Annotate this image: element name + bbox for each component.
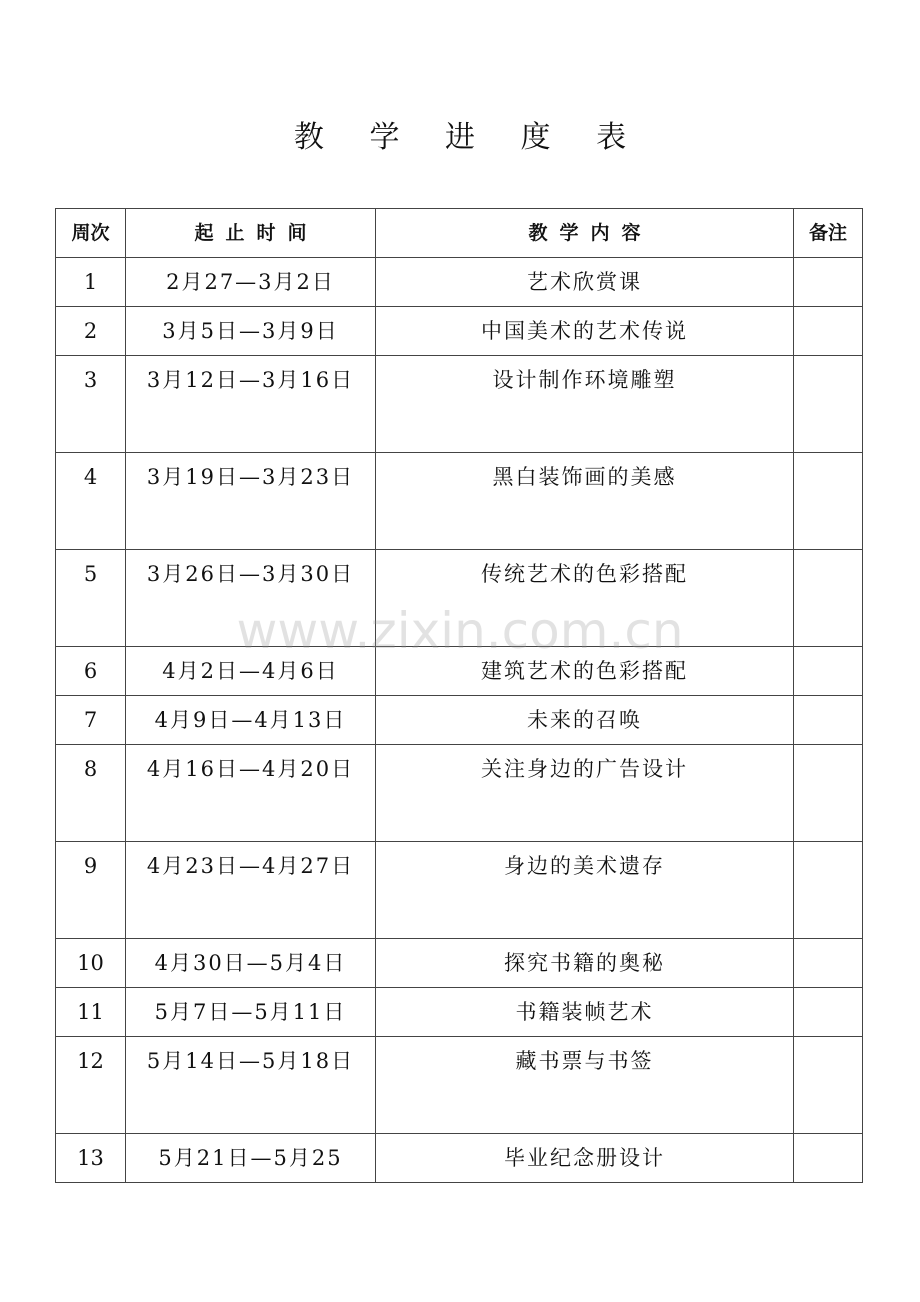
notes-cell <box>794 988 863 1037</box>
content-text: 身边的美术遗存 <box>504 854 665 878</box>
content-text: 书籍装帧艺术 <box>515 1000 654 1024</box>
dates-cell <box>126 939 376 988</box>
header-week: 周次 <box>56 209 126 258</box>
week-cell: 7 <box>56 696 126 745</box>
header-row <box>56 209 863 258</box>
week-cell: 9 <box>56 842 126 939</box>
dates-text: 4月16日—4月20日 <box>146 757 355 781</box>
dates-text: 5月7日—5月11日 <box>154 1000 347 1024</box>
content-text: 设计制作环境雕塑 <box>492 368 677 392</box>
notes-cell <box>794 550 863 647</box>
content-text: 未来的召唤 <box>527 708 642 732</box>
notes-cell <box>794 745 863 842</box>
table-row <box>56 258 863 307</box>
content-cell <box>376 550 794 647</box>
table-row <box>56 550 863 647</box>
dates-cell <box>126 307 376 356</box>
week-cell: 13 <box>56 1134 126 1183</box>
dates-text: 5月21日—5月25 <box>158 1146 343 1170</box>
dates-text: 3月5日—3月9日 <box>162 319 339 343</box>
week-cell: 10 <box>56 939 126 988</box>
content-cell <box>376 842 794 939</box>
week-cell: 5 <box>56 550 126 647</box>
table-row <box>56 696 863 745</box>
week-cell: 12 <box>56 1037 126 1134</box>
content-cell <box>376 696 794 745</box>
dates-cell <box>126 258 376 307</box>
content-cell <box>376 647 794 696</box>
notes-cell <box>794 258 863 307</box>
content-cell <box>376 356 794 453</box>
week-cell: 1 <box>56 258 126 307</box>
table-row <box>56 988 863 1037</box>
dates-cell <box>126 696 376 745</box>
content-text: 关注身边的广告设计 <box>481 757 688 781</box>
table-row <box>56 1134 863 1183</box>
week-cell: 3 <box>56 356 126 453</box>
table-row <box>56 842 863 939</box>
dates-text: 4月23日—4月27日 <box>146 854 355 878</box>
notes-cell <box>794 453 863 550</box>
content-text: 建筑艺术的色彩搭配 <box>481 659 688 683</box>
content-cell <box>376 1037 794 1134</box>
content-cell <box>376 453 794 550</box>
notes-cell <box>794 842 863 939</box>
content-cell <box>376 1134 794 1183</box>
header-content: 教学内容 <box>376 209 794 258</box>
dates-cell <box>126 745 376 842</box>
dates-cell <box>126 842 376 939</box>
table-row <box>56 356 863 453</box>
table-row <box>56 745 863 842</box>
notes-cell <box>794 356 863 453</box>
week-cell: 4 <box>56 453 126 550</box>
week-cell: 2 <box>56 307 126 356</box>
header-notes: 备注 <box>794 209 863 258</box>
schedule-table <box>55 208 863 1183</box>
content-cell <box>376 939 794 988</box>
dates-text: 4月9日—4月13日 <box>154 708 347 732</box>
dates-cell <box>126 1134 376 1183</box>
dates-text: 3月26日—3月30日 <box>146 562 355 586</box>
notes-cell <box>794 647 863 696</box>
page-title: 教 学 进 度 表 <box>293 120 645 155</box>
notes-cell <box>794 696 863 745</box>
dates-cell <box>126 647 376 696</box>
dates-text: 5月14日—5月18日 <box>146 1049 355 1073</box>
content-text: 毕业纪念册设计 <box>504 1146 665 1170</box>
content-cell <box>376 988 794 1037</box>
header-dates: 起止时间 <box>126 209 376 258</box>
content-text: 探究书籍的奥秘 <box>504 951 665 975</box>
content-text: 传统艺术的色彩搭配 <box>481 562 688 586</box>
watermark: www.zixin.com.cn <box>236 602 684 660</box>
content-cell <box>376 307 794 356</box>
dates-text: 3月19日—3月23日 <box>146 465 355 489</box>
notes-cell <box>794 1134 863 1183</box>
content-cell <box>376 745 794 842</box>
content-cell <box>376 258 794 307</box>
dates-cell <box>126 988 376 1037</box>
week-cell: 6 <box>56 647 126 696</box>
content-text: 藏书票与书签 <box>515 1049 654 1073</box>
table-row <box>56 939 863 988</box>
dates-text: 4月30日—5月4日 <box>154 951 347 975</box>
table-row <box>56 307 863 356</box>
table-row <box>56 453 863 550</box>
dates-text: 2月27—3月2日 <box>166 270 335 294</box>
table-row <box>56 1037 863 1134</box>
dates-text: 4月2日—4月6日 <box>162 659 339 683</box>
notes-cell <box>794 939 863 988</box>
dates-cell <box>126 550 376 647</box>
week-cell: 11 <box>56 988 126 1037</box>
content-text: 中国美术的艺术传说 <box>481 319 688 343</box>
dates-text: 3月12日—3月16日 <box>146 368 355 392</box>
notes-cell <box>794 1037 863 1134</box>
content-text: 艺术欣赏课 <box>527 270 642 294</box>
week-cell: 8 <box>56 745 126 842</box>
dates-cell <box>126 1037 376 1134</box>
table-row <box>56 647 863 696</box>
dates-cell <box>126 453 376 550</box>
dates-cell <box>126 356 376 453</box>
content-text: 黑白装饰画的美感 <box>492 465 677 489</box>
notes-cell <box>794 307 863 356</box>
